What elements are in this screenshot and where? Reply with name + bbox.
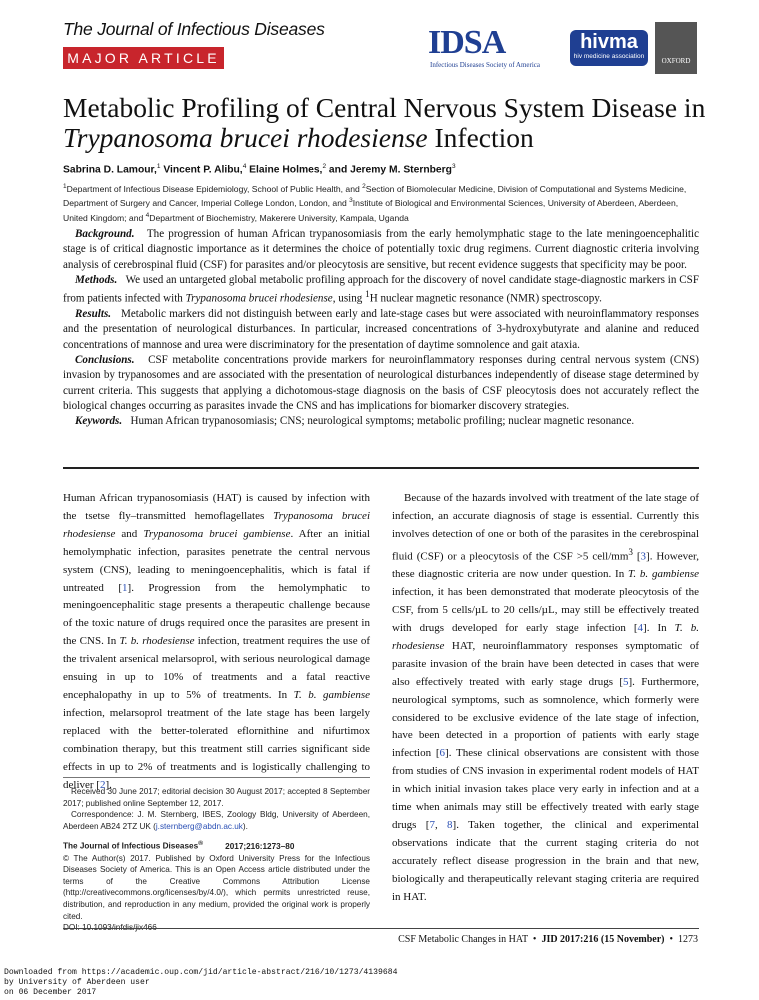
reference-link[interactable]: 5 [623,675,629,688]
footer-citation-date: (15 November) [598,934,665,945]
author-list [63,163,456,175]
abstract-methods-organism: Trypanosoma brucei rhodesiense [185,292,333,305]
abstract-conclusions-text: CSF metabolite concentrations provide markers for neuroinflammatory responses during central nervous system (CNS) invasion by trypanosomes and are associated with the presentation of neurological disturbances independently of disease stage determined by current criteria. This suggests that applying a dichotomous-stage diagnosis on the basis of CSF pleocytosis does not accurately reflect the biological changes occurring as parasites invade the CNS and has implications for biomarker discovery strategies. [63,354,699,412]
article-title [63,93,713,153]
footer-bullet: • [669,934,673,945]
reference-link[interactable]: 1 [122,581,128,594]
body-text: infection, treatment requires the use of the trivalent arsenical melarsoprol, with serious neurological damage ensuing in up to 10% of treatments and a fatal reactive encephalopathy in up to 5% of treatments. In [63,635,370,701]
reference-link[interactable]: 8 [447,818,453,831]
body-column-left [63,490,370,794]
abstract-methods-sup: 1 [365,290,370,301]
author-affiliation-mark: 4 [242,163,247,170]
body-text: HAT, neuroinflammatory responses symptomatic of parasite invasion of the brain have been detected in cases that were also effectively treated with early stage drugs [ [392,639,699,688]
body-text: [ [632,550,641,563]
idsa-logo-subtitle: Infectious Diseases Society of America [430,61,541,69]
body-text: Because of the hazards involved with treatment of the late stage of infection, an accurate diagnosis of stage is essential. Currently this involves detection of one or both of the parasites in the cerebrospinal fluid (CSF) or a pleocytosis of the CSF >5 cell/mm [392,492,699,563]
author-affiliation-mark: 2 [322,163,327,170]
abstract-conclusions [63,353,699,414]
correspondence-email-link[interactable]: j.sternberg@abdn.ac.uk [155,821,243,831]
body-text: infection, it has been demonstrated that moderate pleocytosis of the CSF, from 5 cells/µL to 20 cells/µL, may still be effectively treated with drugs developed for early stage infection [ [392,586,699,634]
body-text: ]. Progression from the hemolymphatic to meningoencephalitic stage presents a therapeutic challenge because of the toxic nature of drugs required once the parasites are present in the CNS. In [63,581,370,648]
abstract-keywords-text: Human African trypanosomiasis; CNS; neurological symptoms; metabolic profiling; nuclear magnetic resonance. [130,415,635,428]
body-text: ]. Furthermore, neurological symptoms, such as somnolence, which formerly were considered to be exclusive evidence of the late stage of infection, have been detected in a proportion of patients with early stage infection [ [392,675,699,760]
body-paragraph [392,490,699,907]
footnote-correspondence [63,809,370,832]
body-italic: T. b. gambiense [628,568,699,581]
body-text: ]. [105,778,112,791]
abstract-divider [63,467,699,469]
download-note [4,968,397,998]
reference-link[interactable]: 6 [439,747,446,760]
page-number: 1273 [678,934,698,945]
body-italic: Trypanosoma brucei gambiense [143,527,291,540]
reference-link[interactable]: 2 [99,778,106,791]
footnote-divider [63,777,370,778]
hivma-logo-text: hivma [580,31,638,53]
body-paragraph [63,490,370,794]
abstract-results [63,307,699,353]
affiliations [63,181,703,224]
journal-citation-name: The Journal of Infectious Diseases [63,842,199,852]
affiliation-text: Section of Biomolecular Medicine, Division of Computational and Systems Medicine, Department of Surgery and Cancer, Imperial College London, London, and [63,183,687,209]
body-text: ]. In [643,622,675,634]
body-text: ]. However, these diagnostic criteria are now under question. In [392,550,699,581]
download-line: Downloaded from https://academic.oup.com/jid/article-abstract/216/10/1273/4139684 [4,968,398,977]
footer-divider [63,928,699,929]
body-italic: T. b. rhodesiense [119,635,195,648]
journal-citation-pages: 2017;216:1273–80 [225,842,295,852]
affiliation-text: Department of Infectious Disease Epidemiology, School of Public Health, and [66,183,363,194]
abstract-heading-conclusions: Conclusions. [75,354,135,367]
reference-link[interactable]: 7 [429,818,435,831]
abstract-keywords [63,414,699,429]
abstract-heading-results: Results. [75,308,112,321]
body-italic: Trypanosoma brucei rhodesiense [63,509,370,540]
footer-citation: JID 2017:216 [541,934,599,945]
body-text: . After an initial hemolymphatic infection, parasites penetrate the central nervous system (CNS), leading to meningoencephalitis, which is fatal if untreated [ [63,527,370,594]
affiliation-mark: 4 [145,211,150,219]
author-name: Elaine Holmes, [246,164,323,176]
body-text: infection, melarsoprol treatment of the late stage has been largely replaced with the better-tolerated eflornithine and nifurtimox combination therapy, but this treatment still carries significant side effects in up to 2% of treatments and is logistically challenging to deliver [ [63,706,370,791]
page-footer [398,934,698,945]
footnotes [63,786,370,934]
affiliation-text: Department of Biochemistry, Makerere University, Kampala, Uganda [149,212,409,223]
reference-link[interactable]: 3 [640,550,647,563]
body-column-right [392,490,699,907]
author-name: and Jeremy M. Sternberg [326,164,452,176]
author-affiliation-mark: 1 [156,163,161,170]
body-italic: T. b. gambiense [293,688,370,701]
abstract [63,227,699,430]
author-name: Vincent P. Alibu, [160,164,243,176]
abstract-heading-methods: Methods. [75,273,118,286]
affiliation-mark: 1 [63,183,67,190]
abstract-background [63,227,699,273]
abstract-methods-text: , using [332,292,366,305]
oxford-logo [655,22,697,74]
affiliation-mark: 2 [362,183,366,190]
abstract-methods-text: We used an untargeted global metabolic profiling approach for the discovery of novel candidate stage-diagnostic markers in CSF from patients infected with [63,273,700,305]
abstract-methods-text: H nuclear magnetic resonance (NMR) spectroscopy. [369,292,602,305]
download-line: by University of Aberdeen user [4,978,150,987]
abstract-background-text: The progression of human African trypanosomiasis from the early hemolymphatic stage to the late meningoencephalitic stage is of critical diagnostic importance as it determines the choice of potentially toxic drug regimens. Current diagnostic criteria involving analysis of cerebrospinal fluid (CSF) for parasites and/or pleocytosis are sensitive, but recent evidence suggests that specificity may be poor. [63,228,700,271]
body-text: and [115,527,144,540]
hivma-logo [570,30,648,66]
article-type-banner: MAJOR ARTICLE [63,47,224,69]
title-line-2-rest: Infection [427,122,534,153]
abstract-heading-background: Background. [75,228,135,240]
affiliation-text: Institute of Biological and Environmental Sciences, University of Aberdeen, Aberdeen, United Kingdom; and [63,198,679,223]
idsa-logo [428,24,564,69]
body-italic: T. b. rhodesiense [392,622,699,652]
hivma-logo-subtitle: hiv medicine association [573,53,645,60]
title-line-1: Metabolic Profiling of Central Nervous System Disease in [63,92,706,123]
footnote-journal-citation [63,838,370,852]
footnote-doi: DOI: 10.1093/infdis/jix466 [63,923,157,933]
footnote-copyright: © The Author(s) 2017. Published by Oxford University Press for the Infectious Diseases Society of America. This is an Open Access article distributed under the terms of the Creative Commons Attribution License (http://creativecommons.org/licenses/by/4.0/), which permits unrestricted reuse, distribution, and reproduction in any medium, provided the original work is properly cited. [63,853,370,921]
body-superscript: 3 [628,546,633,557]
registered-mark: ® [198,840,204,848]
reference-link[interactable]: 4 [637,622,644,634]
author-name: Sabrina D. Lamour, [63,164,157,176]
abstract-results-text: Metabolic markers did not distinguish between early and late-stage cases but were associated with neuroinflammatory responses and the presentation of neurological disturbances. In particular, increased concentrations of 3-hydroxybutyrate and alanine and reduced concentrations of mannose and urea were discriminatory for the presentation of daytime somnolence and gait ataxia. [63,308,699,351]
affiliation-mark: 3 [349,197,353,205]
body-text: , [434,818,448,831]
correspondence-text: ). [242,821,248,831]
body-text: Human African trypanosomiasis (HAT) is caused by infection with the tsetse fly–transmitted hemoflagellates [63,492,370,522]
footnote-received: Received 30 June 2017; editorial decision 30 August 2017; accepted 8 September 2017; published online September 12, 2017. [63,787,370,808]
download-line: on 06 December 2017 [4,988,97,997]
body-text: ]. These clinical observations are consistent with those from studies of CNS invasion in experimental rodent models of HAT in which initial invasion takes place very early in infection and at a time when animals may still be effectively treated with early stage drugs [ [392,747,699,831]
abstract-heading-keywords: Keywords. [75,415,123,428]
author-affiliation-mark: 3 [451,163,456,170]
oxford-logo-text: OXFORD [661,57,691,65]
title-organism: Trypanosoma brucei rhodesiense [63,122,428,153]
body-text: ]. Taken together, the clinical and experimental observations indicate that the current staging criteria do not accurately reflect disease progression in the brain and that new, biologically and therapeutically relevant staging criteria are required in HAT. [392,818,699,903]
journal-name: The Journal of Infectious Diseases [63,19,325,39]
abstract-methods [63,273,699,307]
running-title: CSF Metabolic Changes in HAT [398,934,528,945]
footer-bullet: • [532,934,537,945]
idsa-logo-text: IDSA [428,24,506,61]
correspondence-text: Correspondence: J. M. Sternberg, IBES, Zoology Bldg, University of Aberdeen, Aberdeen AB24 2TZ UK ( [63,810,370,831]
